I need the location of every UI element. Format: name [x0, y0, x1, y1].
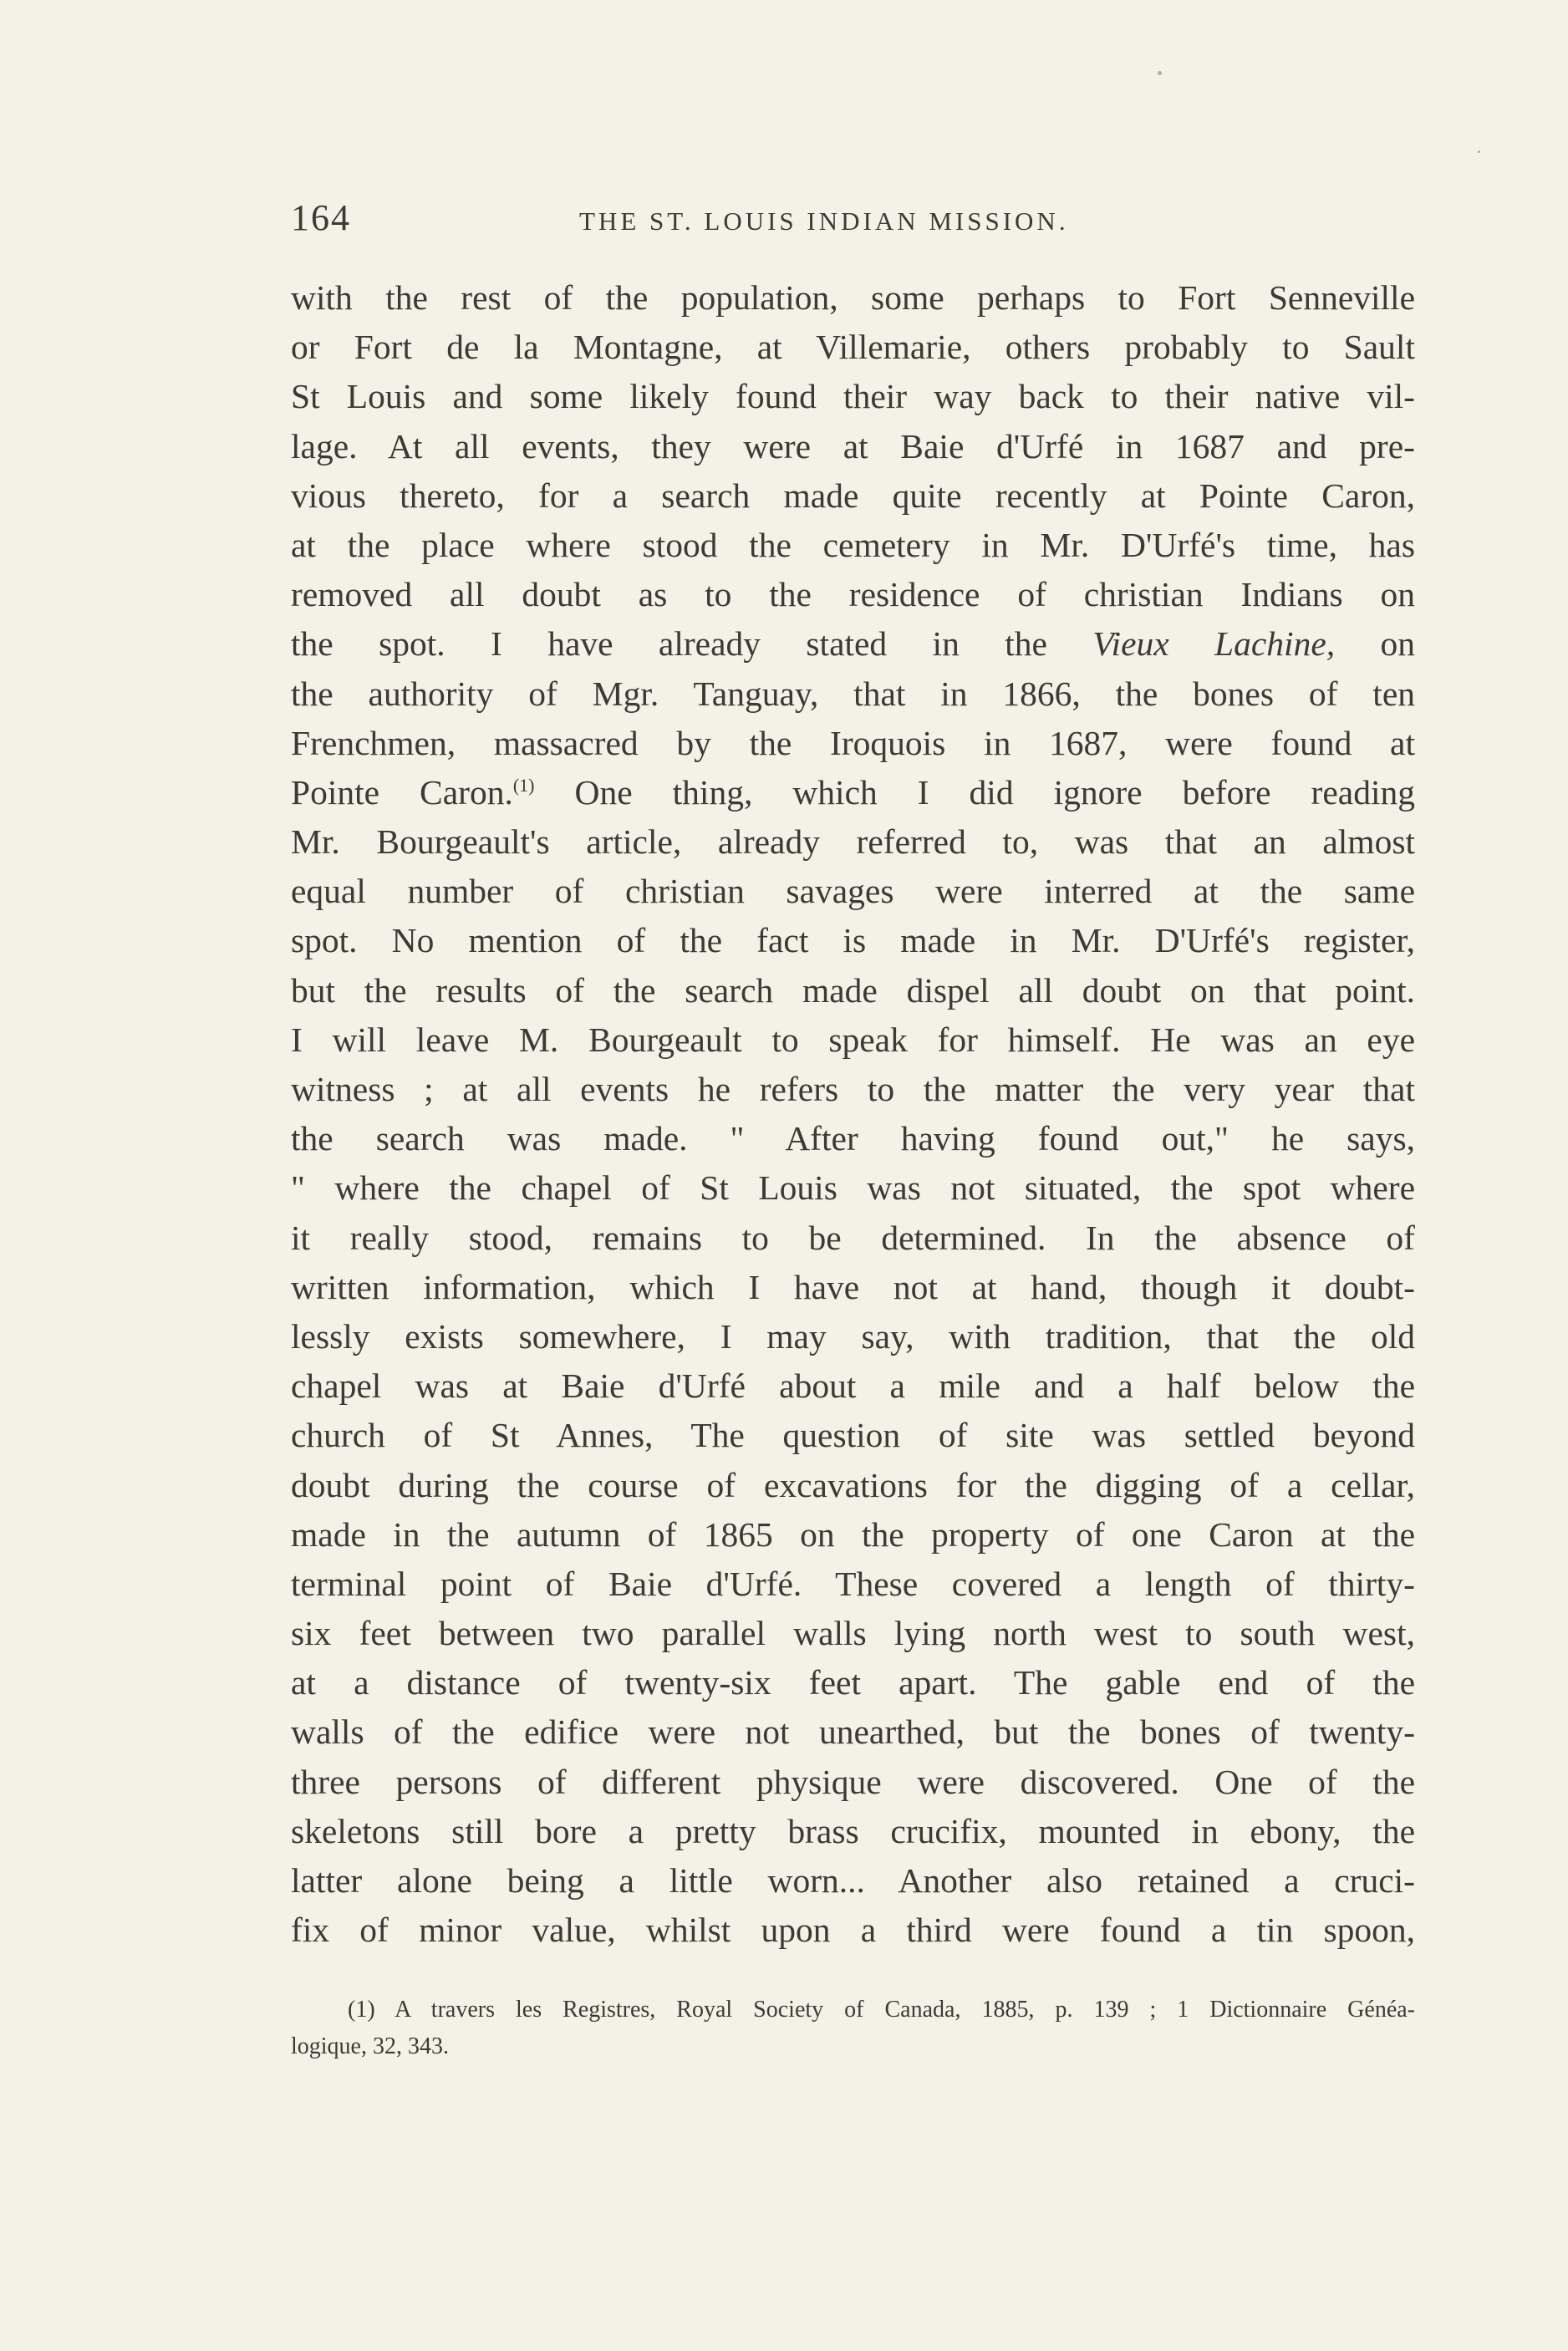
text-line: " where the chapel of St Louis was not situated, the spot where [291, 1168, 1415, 1208]
text-line: Mr. Bourgeault's article, already referred to, was that an almost [291, 822, 1415, 862]
text-line: the search was made. " After having found out," he says, [291, 1119, 1415, 1158]
text-line: vious thereto, for a search made quite recently at Pointe Caron, [291, 476, 1415, 515]
footnote-line: logique, 32, 343. [291, 2033, 449, 2059]
page-number: 164 [291, 197, 351, 238]
text-line: it really stood, remains to be determined. In the absence of [291, 1218, 1415, 1257]
footnote-line [291, 1992, 1415, 2028]
text-line: spot. No mention of the fact is made in Mr. D'Urfé's register, [291, 921, 1415, 960]
text-line: church of St Annes, The question of site was settled beyond [291, 1416, 1415, 1455]
text-line: Frenchmen, massacred by the Iroquois in 1687, were found at [291, 723, 1415, 762]
italic-title: Vieux Lachine, [1092, 624, 1336, 664]
text-line: written information, which I have not at hand, though it doubt- [291, 1267, 1415, 1306]
footnote-text: A travers les Registres, Royal Society of Canada, 1885, p. 139 ; 1 Dictionnaire Généa- [395, 1997, 1415, 2023]
text-line: removed all doubt as to the residence of christian Indians on [291, 575, 1415, 614]
text-line: with the rest of the population, some perhaps to Fort Senneville [291, 278, 1415, 317]
text-line: three persons of different physique were discovered. One of the [291, 1762, 1415, 1801]
text-segment: on [1380, 624, 1415, 664]
footnote-marker: (1) [348, 1997, 375, 2023]
footnote-reference: (1) [512, 775, 535, 796]
text-line: St Louis and some likely found their way back to their native vil- [291, 377, 1415, 416]
text-line: equal number of christian savages were interred at the same [291, 872, 1415, 911]
text-line: at the place where stood the cemetery in Mr. D'Urfé's time, has [291, 525, 1415, 564]
text-line-with-italic [291, 619, 1415, 669]
text-line-with-note [291, 768, 1415, 817]
text-line: doubt during the course of excavations for the digging of a cellar, [291, 1465, 1415, 1504]
text-line: but the results of the search made dispel all doubt on that point. [291, 970, 1415, 1010]
page-header [291, 196, 1419, 255]
text-line: six feet between two parallel walls lying north west to south west, [291, 1614, 1415, 1653]
text-line: skeletons still bore a pretty brass crucifix, mounted in ebony, the [291, 1811, 1415, 1850]
paper-speck [1158, 71, 1162, 75]
text-line: fix of minor value, whilst upon a third were found a tin spoon, [291, 1911, 1415, 1950]
text-line: lessly exists somewhere, I may say, with tradition, that the old [291, 1316, 1415, 1356]
text-line: witness ; at all events he refers to the matter the very year that [291, 1070, 1415, 1108]
text-line: latter alone being a little worn... Another also retained a cruci- [291, 1861, 1415, 1900]
text-line: walls of the edifice were not unearthed, but the bones of twenty- [291, 1712, 1415, 1752]
text-line: made in the autumn of 1865 on the property of one Caron at the [291, 1514, 1415, 1554]
text-line: the authority of Mgr. Tanguay, that in 1866, the bones of ten [291, 674, 1415, 713]
text-line: at a distance of twenty-six feet apart. The gable end of the [291, 1663, 1415, 1702]
text-line: chapel was at Baie d'Urfé about a mile and a half below the [291, 1366, 1415, 1406]
running-title: THE ST. LOUIS INDIAN MISSION. [579, 206, 1069, 236]
paper-speck [1478, 150, 1480, 153]
text-line: terminal point of Baie d'Urfé. These covered a length of thirty- [291, 1564, 1415, 1603]
text-segment: the spot. I have already stated in the [291, 624, 1047, 664]
body-text [291, 273, 1415, 1955]
text-line: or Fort de la Montagne, at Villemarie, others probably to Sault [291, 328, 1415, 367]
text-segment: Pointe Caron. [291, 772, 513, 812]
text-line: I will leave M. Bourgeault to speak for himself. He was an eye [291, 1020, 1415, 1059]
text-segment: One thing, which I did ignore before reading [574, 772, 1415, 812]
footnote [291, 1992, 1415, 2065]
text-line: lage. At all events, they were at Baie d'Urfé in 1687 and pre- [291, 426, 1415, 466]
